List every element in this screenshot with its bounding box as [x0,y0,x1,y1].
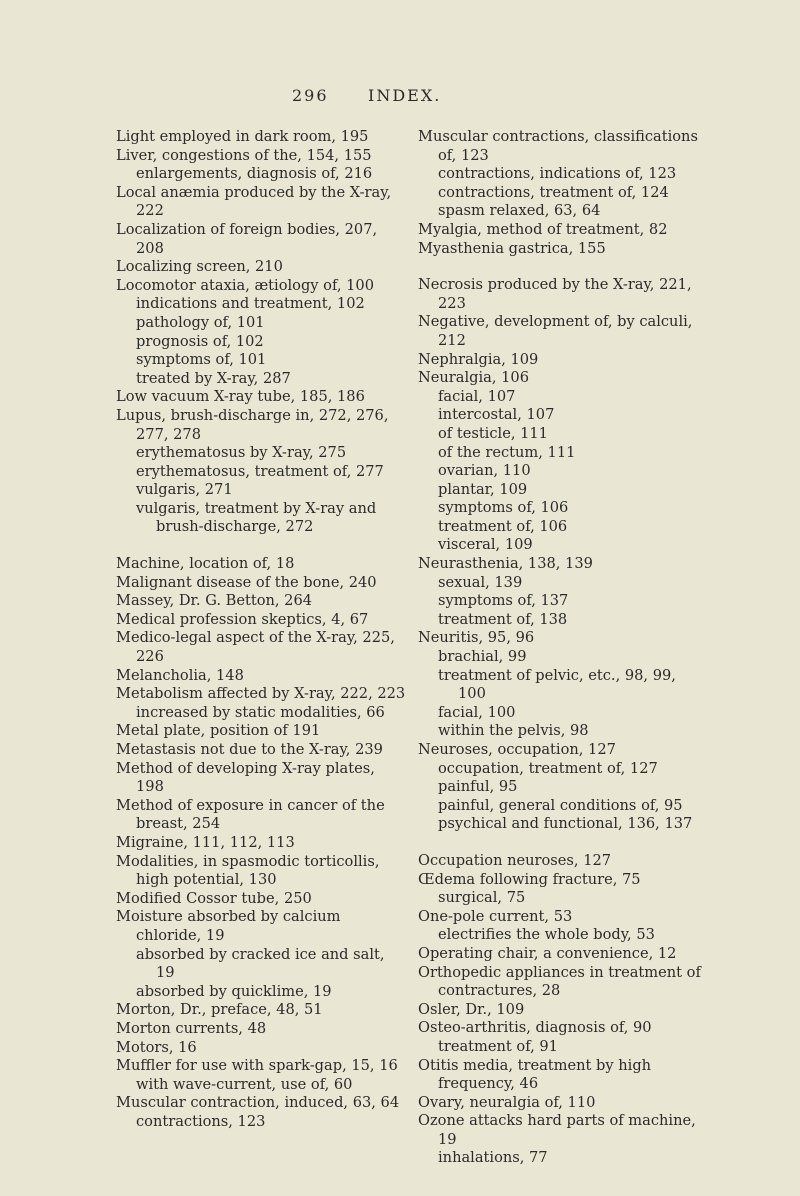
index-entry: Melancholia, 148 [116,666,244,684]
index-entry: Myasthenia gastrica, 155 [418,239,606,257]
index-subentry: symptoms of, 101 [136,351,267,369]
index-subentry: brachial, 99 [438,648,527,666]
index-entry: Method of developing X-ray plates, 198 [116,759,375,796]
index-entry: Ozone attacks hard parts of machine, 19 [418,1112,696,1148]
index-entry: Operating chair, a convenience, 12 [418,944,677,962]
index-subentry: of the rectum, 111 [438,443,576,461]
index-entry: One-pole current, 53 [418,907,573,925]
index-entry: Modalities, in spasmodic torticollis, high potential, 130 [116,852,380,889]
index-entry: Localization of foreign bodies, 207, 208 [116,220,378,257]
index-entry: Neuroses, occupation, 127 [418,741,616,758]
index-subentry: treatment of, 91 [438,1037,558,1055]
section-gap [116,537,406,555]
index-subentry: symptoms of, 137 [438,592,569,610]
index-entry: Moisture absorbed by calcium chloride, 19 [116,908,341,944]
index-subentry: treated by X-ray, 287 [136,369,291,387]
index-entry: Muscular contraction, induced, 63, 64 [116,1094,400,1112]
index-subentry: spasm relaxed, 63, 64 [438,202,601,220]
running-title: INDEX. [368,86,442,105]
index-entry: Lupus, brush-discharge in, 272, 276, 277, 278 [116,406,389,443]
index-subentry: facial, 100 [438,703,516,721]
index-entry: Liver, congestions of the, 154, 155 [116,146,372,164]
index-subentry: intercostal, 107 [438,406,555,424]
index-subentry: treatment of, 138 [438,610,568,628]
index-entry: Metastasis not due to the X-ray, 239 [116,741,383,758]
index-entry: Ovary, neuralgia of, 110 [418,1093,596,1111]
index-entry: Localizing screen, 210 [116,258,283,276]
index-subentry: with wave-current, use of, 60 [136,1075,353,1093]
index-subentry: sexual, 139 [438,573,523,591]
index-entry: Locomotor ataxia, ætiology of, 100 [116,276,374,294]
section-gap [418,834,708,852]
index-entry: Osteo-arthritis, diagnosis of, 90 [418,1019,652,1037]
index-entry: Metabolism affected by X-ray, 222, 223 [116,685,406,703]
index-subentry: enlargements, diagnosis of, 216 [136,165,373,183]
index-entry: Machine, location of, 18 [116,555,295,573]
index-entry: Migraine, 111, 112, 113 [116,833,295,851]
index-subentry: visceral, 109 [438,536,533,554]
index-subentry: vulgaris, treatment by X-ray and brush-discharge, 272 [136,499,377,536]
index-subentry: contractions, treatment of, 124 [438,183,669,201]
index-subentry: vulgaris, 271 [136,481,233,499]
index-subentry: electrifies the whole body, 53 [438,926,655,944]
index-entry: Low vacuum X-ray tube, 185, 186 [116,388,365,406]
index-entry: Modified Cossor tube, 250 [116,889,312,907]
index-entry: Œdema following fracture, 75 [418,870,641,888]
index-entry: Massey, Dr. G. Betton, 264 [116,592,313,610]
section-gap [418,258,708,276]
index-entry: Myalgia, method of treatment, 82 [418,220,668,238]
index-subentry: symptoms of, 106 [438,499,569,517]
index-subentry: treatment of pelvic, etc., 98, 99, 100 [438,666,676,703]
index-column-left [116,128,406,1131]
index-entry: Nephralgia, 109 [418,350,539,368]
index-entry: Morton, Dr., preface, 48, 51 [116,1001,323,1019]
index-entry: Local anæmia produced by the X-ray, 222 [116,183,392,220]
page-number: 296 [292,86,329,105]
index-entry: Motors, 16 [116,1038,197,1056]
index-subentry: indications and treatment, 102 [136,295,365,313]
index-subentry: treatment of, 106 [438,517,568,535]
index-subentry: occupation, treatment of, 127 [438,759,658,777]
index-subentry: erythematosus, treatment of, 277 [136,462,384,480]
index-entry: Osler, Dr., 109 [418,1000,525,1018]
index-subentry: prognosis of, 102 [136,332,264,350]
index-entry: Metal plate, position of 191 [116,722,321,740]
index-entry: Neuralgia, 106 [418,369,529,387]
index-entry: Orthopedic appliances in treatment of contractures, 28 [418,963,701,1000]
index-entry: Otitis media, treatment by high frequency, 46 [418,1056,652,1093]
index-subentry: absorbed by cracked ice and salt, 19 [136,945,385,982]
index-subentry: ovarian, 110 [438,462,531,480]
index-entry: Occupation neuroses, 127 [418,851,612,869]
index-entry: Muscular contractions, classifications of, 123 [418,128,698,164]
index-subentry: painful, 95 [438,778,518,796]
index-subentry: surgical, 75 [438,889,526,907]
index-subentry: pathology of, 101 [136,313,265,331]
index-subentry: facial, 107 [438,387,516,405]
index-entry: Method of exposure in cancer of the breast, 254 [116,796,385,833]
index-subentry: contractions, 123 [136,1112,266,1130]
index-column-right [418,128,708,1168]
index-entry: Neuritis, 95, 96 [418,629,535,647]
index-subentry: painful, general conditions of, 95 [438,796,683,814]
index-entry: Malignant disease of the bone, 240 [116,573,377,591]
index-entry: Medical profession skeptics, 4, 67 [116,610,369,628]
index-subentry: erythematosus by X-ray, 275 [136,444,347,462]
index-entry: Medico-legal aspect of the X-ray, 225, 226 [116,629,395,666]
index-subentry: inhalations, 77 [438,1149,548,1167]
index-entry: Negative, development of, by calculi, 212 [418,313,693,349]
index-subentry: increased by static modalities, 66 [136,703,385,721]
index-subentry: psychical and functional, 136, 137 [438,815,693,833]
index-subentry: absorbed by quicklime, 19 [136,982,332,1000]
index-subentry: of testicle, 111 [438,424,548,442]
index-entry: Neurasthenia, 138, 139 [418,555,593,573]
index-subentry: plantar, 109 [438,480,528,498]
index-subentry: contractions, indications of, 123 [438,165,677,183]
index-entry: Light employed in dark room, 195 [116,128,369,145]
index-entry: Muffler for use with spark-gap, 15, 16 [116,1057,398,1075]
index-subentry: within the pelvis, 98 [438,722,589,740]
index-entry: Necrosis produced by the X-ray, 221, 223 [418,276,692,312]
index-entry: Morton currents, 48 [116,1019,267,1037]
